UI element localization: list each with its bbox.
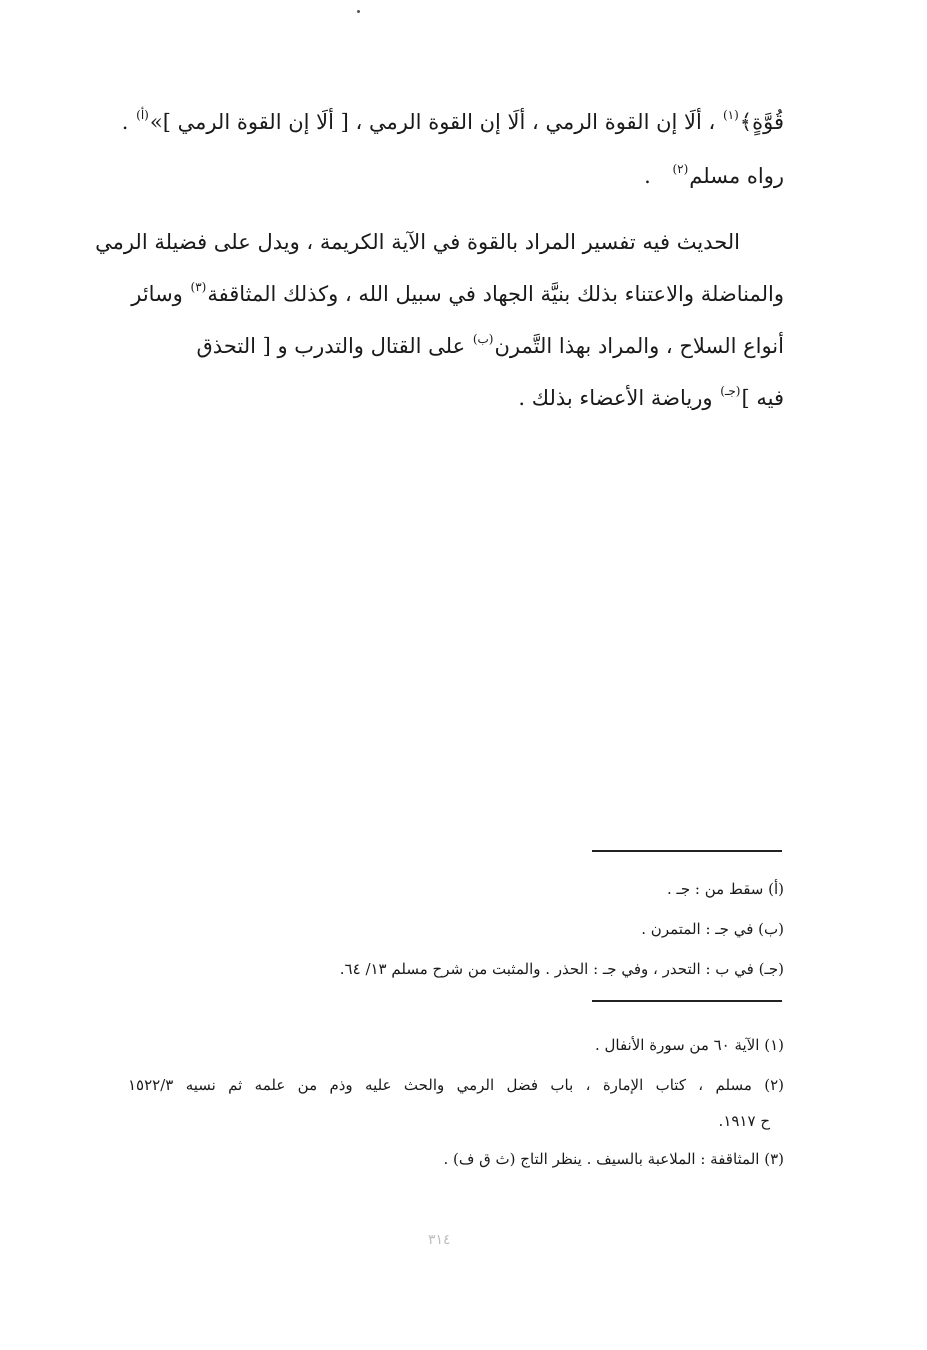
para2-text-3a: أنواع السلاح ، والمراد بهذا التَّمرن [494, 334, 784, 358]
footnotes-rule [592, 1000, 782, 1002]
footnote-2-line-1: (٢) مسلم ، كتاب الإمارة ، باب فضل الرمي والحث عليه وذم من علمه ثم نسيه ١٥٢٢/٣ [128, 1076, 784, 1094]
para2-text-2a: والمناضلة والاعتناء بذلك بنيَّة الجهاد في سبيل الله ، وكذلك المثاقفة [207, 282, 784, 306]
footnote-ref-3: (٣) [190, 279, 207, 294]
para2-text-1: الحديث فيه تفسير المراد بالقوة في الآية الكريمة ، ويدل على فضيلة الرمي [95, 230, 740, 254]
variants-rule [592, 850, 782, 852]
variant-ref-b: (ب) [472, 331, 494, 346]
para2-text-2b: وسائر [131, 282, 183, 306]
footnote-ref-1: (١) [722, 107, 739, 122]
line-end-dot: . [121, 110, 129, 134]
para2-line-4 [112, 383, 784, 426]
quran-fragment: قُوَّةٍ﴾ [739, 110, 784, 134]
para2-text-4a: فيه ] [741, 386, 784, 410]
para2-line-2 [112, 279, 784, 322]
text-line-1 [112, 107, 784, 150]
hadith-text: ، ألَا إن القوة الرمي ، ألَا إن القوة الرمي ، [ ألَا إن القوة الرمي ]» [149, 110, 716, 134]
para2-line-3 [112, 331, 784, 374]
para2-text-3b: على القتال والتدرب و [ التحذق [196, 334, 466, 358]
para2-text-4b: ورياضة الأعضاء بذلك . [518, 386, 713, 410]
line-end-dot: . [644, 164, 651, 188]
footnote-ref-2: (٢) [672, 161, 689, 176]
speck-mark [357, 10, 360, 13]
variant-note-c: (جـ) في ب : التحدر ، وفي جـ : الحذر . والمثبت من شرح مسلم ١٣/ ٦٤. [339, 960, 784, 978]
variant-ref-c: (جـ) [720, 383, 741, 398]
narration-source: رواه مسلم [689, 164, 784, 188]
variant-ref-a: (أ) [136, 107, 149, 122]
para2-line-1 [95, 230, 784, 270]
page-number: ٣١٤ [428, 1232, 451, 1248]
footnote-3: (٣) المثاقفة : الملاعبة بالسيف . ينظر التاج (ث ق ف) . [443, 1150, 784, 1168]
footnote-2-line-2: ح ١٩١٧. [718, 1112, 770, 1130]
variant-note-b: (ب) في جـ : المتمرن . [641, 920, 784, 938]
variant-note-a: (أ) سقط من : جـ . [666, 880, 784, 898]
text-line-2 [112, 161, 784, 204]
footnote-1: (١) الآية ٦٠ من سورة الأنفال . [594, 1036, 784, 1054]
